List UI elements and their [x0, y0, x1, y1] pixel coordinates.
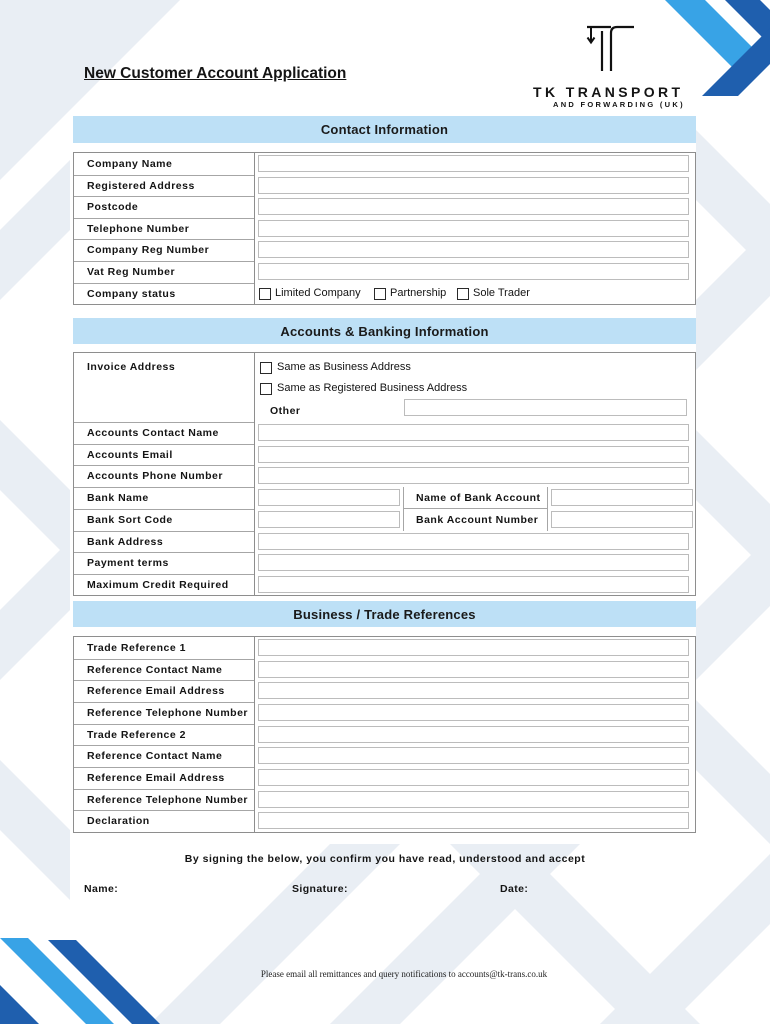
section-heading-accounts-text: Accounts & Banking Information: [280, 323, 489, 339]
reference-2-email-address-label: Reference Email Address: [87, 772, 225, 784]
bank-account-number-input[interactable]: [551, 511, 693, 528]
row-divider: [74, 724, 254, 725]
row-divider: [74, 261, 254, 262]
same-as-business-address-label: Same as Business Address: [277, 361, 411, 373]
reference-2-contact-name-input[interactable]: [258, 747, 689, 764]
reference-1-contact-name-input[interactable]: [258, 661, 689, 678]
bank-name-input[interactable]: [258, 489, 400, 506]
page-title: New Customer Account Application: [84, 65, 347, 82]
registered-address-label: Registered Address: [87, 180, 195, 192]
column-divider: [254, 153, 255, 304]
reference-1-email-address-label: Reference Email Address: [87, 685, 225, 697]
same-as-registered-address-label: Same as Registered Business Address: [277, 382, 468, 394]
row-divider: [74, 487, 254, 488]
tk-transport-logo-icon: [584, 21, 638, 75]
sole-trader-checkbox[interactable]: [457, 288, 469, 300]
telephone-number-input[interactable]: [258, 220, 689, 237]
trade-reference-2-input[interactable]: [258, 726, 689, 743]
row-divider: [74, 745, 254, 746]
declaration-input[interactable]: [258, 812, 689, 829]
bank-name-label: Bank Name: [87, 492, 149, 504]
maximum-credit-required-label: Maximum Credit Required: [87, 579, 229, 591]
row-divider: [74, 767, 254, 768]
bank-account-number-label: Bank Account Number: [416, 514, 539, 526]
payment-terms-label: Payment terms: [87, 557, 169, 569]
row-divider: [74, 574, 254, 575]
row-divider: [74, 218, 254, 219]
trade-reference-1-label: Trade Reference 1: [87, 642, 186, 654]
row-divider: [74, 444, 254, 445]
company-reg-number-input[interactable]: [258, 241, 689, 258]
section-heading-references-text: Business / Trade References: [293, 606, 476, 622]
row-divider: [74, 789, 254, 790]
name-of-bank-account-label: Name of Bank Account: [416, 492, 541, 504]
vat-reg-number-label: Vat Reg Number: [87, 266, 176, 278]
reference-1-contact-name-label: Reference Contact Name: [87, 664, 223, 676]
registered-address-input[interactable]: [258, 177, 689, 194]
bottom-left-chevrons: [0, 938, 160, 1024]
logo-tagline: AND FORWARDING (UK): [553, 100, 685, 109]
reference-2-email-address-input[interactable]: [258, 769, 689, 786]
signing-statement: By signing the below, you confirm you have read, understood and accept: [184, 853, 586, 865]
bank-account-number-cell: [403, 509, 548, 531]
trade-reference-2-label: Trade Reference 2: [87, 729, 186, 741]
reference-2-telephone-number-label: Reference Telephone Number: [87, 794, 249, 806]
row-divider: [74, 196, 254, 197]
logo-wordmark: TK TRANSPORT: [533, 84, 684, 100]
company-reg-number-label: Company Reg Number: [87, 244, 210, 256]
row-divider: [74, 810, 254, 811]
company-name-input[interactable]: [258, 155, 689, 172]
footer-note: Please email all remittances and query notifications to accounts@tk-trans.co.uk: [260, 969, 548, 979]
name-of-bank-account-input[interactable]: [551, 489, 693, 506]
partnership-checkbox[interactable]: [374, 288, 386, 300]
reference-1-email-address-input[interactable]: [258, 682, 689, 699]
accounts-phone-number-label: Accounts Phone Number: [87, 470, 223, 482]
other-address-label: Other: [270, 405, 301, 417]
bank-sort-code-label: Bank Sort Code: [87, 514, 173, 526]
column-divider: [254, 637, 255, 832]
row-divider: [74, 509, 254, 510]
reference-1-telephone-number-label: Reference Telephone Number: [87, 707, 249, 719]
bank-address-label: Bank Address: [87, 536, 164, 548]
invoice-address-label: Invoice Address: [87, 361, 176, 373]
signature-label: Signature:: [292, 883, 348, 895]
top-right-chevrons: [665, 0, 770, 96]
bank-sort-code-input[interactable]: [258, 511, 400, 528]
trade-reference-1-input[interactable]: [258, 639, 689, 656]
accounts-contact-name-input[interactable]: [258, 424, 689, 441]
row-divider: [74, 659, 254, 660]
reference-2-contact-name-label: Reference Contact Name: [87, 750, 223, 762]
contact-information-table: [73, 152, 696, 305]
vat-reg-number-input[interactable]: [258, 263, 689, 280]
same-as-business-address-checkbox[interactable]: [260, 362, 272, 374]
row-divider: [74, 552, 254, 553]
partnership-option-label: Partnership: [390, 287, 447, 299]
accounts-email-label: Accounts Email: [87, 449, 173, 461]
accounts-email-input[interactable]: [258, 446, 689, 463]
column-divider: [254, 353, 255, 595]
maximum-credit-required-input[interactable]: [258, 576, 689, 593]
section-heading-contact: [73, 116, 696, 143]
telephone-number-label: Telephone Number: [87, 223, 190, 235]
row-divider: [74, 531, 254, 532]
row-divider: [74, 702, 254, 703]
sole-trader-option-label: Sole Trader: [473, 287, 530, 299]
row-divider: [74, 175, 254, 176]
accounts-banking-table: [73, 352, 696, 596]
reference-2-telephone-number-input[interactable]: [258, 791, 689, 808]
row-divider: [74, 239, 254, 240]
bank-address-input[interactable]: [258, 533, 689, 550]
accounts-contact-name-label: Accounts Contact Name: [87, 427, 219, 439]
postcode-input[interactable]: [258, 198, 689, 215]
same-as-registered-address-checkbox[interactable]: [260, 383, 272, 395]
date-label: Date:: [500, 883, 529, 895]
declaration-label: Declaration: [87, 815, 150, 827]
trade-references-table: [73, 636, 696, 833]
payment-terms-input[interactable]: [258, 554, 689, 571]
row-divider: [74, 680, 254, 681]
company-status-label: Company status: [87, 288, 176, 300]
section-heading-contact-text: Contact Information: [320, 122, 449, 137]
other-address-input[interactable]: [404, 399, 687, 416]
company-name-label: Company Name: [87, 158, 173, 170]
row-divider: [74, 422, 254, 423]
bank-account-name-cell: [403, 487, 548, 509]
postcode-label: Postcode: [87, 201, 139, 213]
limited-company-checkbox[interactable]: [259, 288, 271, 300]
section-heading-references: [73, 601, 696, 627]
reference-1-telephone-number-input[interactable]: [258, 704, 689, 721]
signer-name-label: Name:: [84, 883, 119, 895]
section-heading-accounts: [73, 318, 696, 344]
row-divider: [74, 283, 254, 284]
limited-company-option-label: Limited Company: [275, 287, 361, 299]
accounts-phone-number-input[interactable]: [258, 467, 689, 484]
row-divider: [74, 465, 254, 466]
